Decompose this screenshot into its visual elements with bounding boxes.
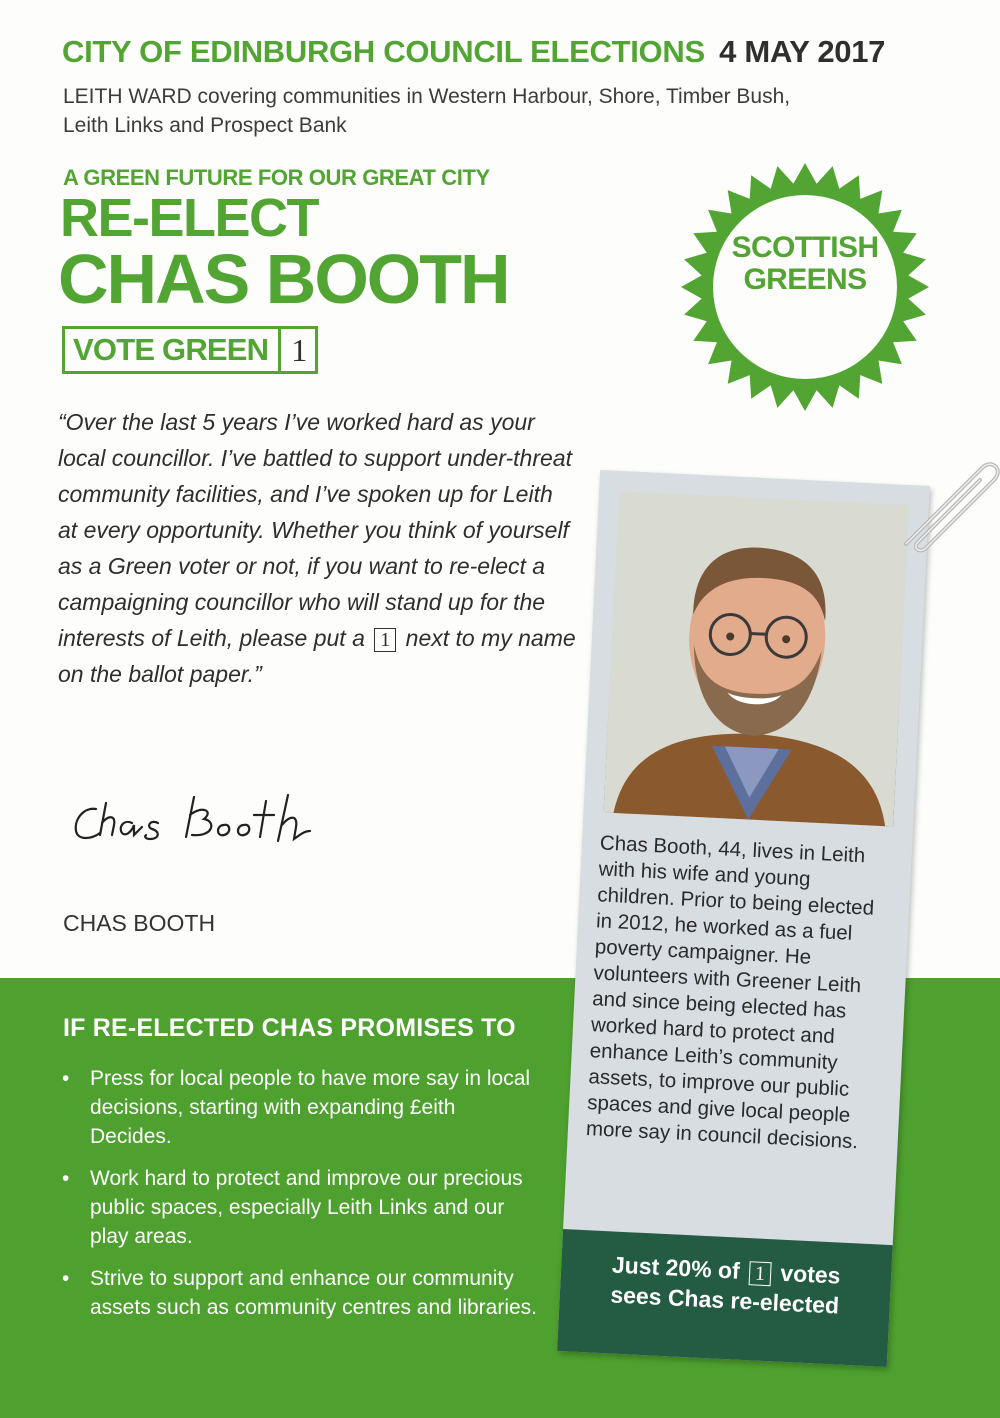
reelect-heading: RE-ELECT <box>60 188 318 248</box>
tagline: A GREEN FUTURE FOR OUR GREAT CITY <box>63 165 490 190</box>
candidate-photo <box>603 491 908 827</box>
promise-item <box>60 1164 540 1251</box>
promises-list <box>60 1064 540 1335</box>
votes-callout <box>559 1247 892 1323</box>
logo-line-2: GREENS <box>743 263 867 296</box>
callout-text-start: Just 20% of <box>611 1251 741 1284</box>
vote-green-box <box>62 326 318 374</box>
candidate-bio: Chas Booth, 44, lives in Leith with his wife and young children. Prior to being elected in 2012, he worked as a fuel poverty campaigner. He volunteers with Greener Leith and since being elected has worked hard to protect and enhance Leith’s community assets, to improve our public spaces and give local people more say in council decisions. <box>585 831 875 1154</box>
bullet-icon: • <box>62 1067 70 1090</box>
quote-box-number: 1 <box>374 628 396 652</box>
printed-name: CHAS BOOTH <box>63 910 216 936</box>
promise-item <box>60 1064 540 1151</box>
bullet-icon: • <box>62 1267 70 1290</box>
promise-text: Strive to support and enhance our community assets such as community centres and libraries. <box>90 1267 538 1319</box>
vote-green-label: VOTE GREEN <box>73 329 281 371</box>
callout-text-middle: votes <box>779 1259 842 1289</box>
candidate-quote <box>58 404 578 692</box>
handwritten-signature <box>66 785 336 855</box>
quote-text-start: “Over the last 5 years I’ve worked hard as your local councillor. I’ve battled to support under-threat community facilities, and I’ve spoken up for Leith at every opportunity. Whether you think of yourself as a Green voter or not, if you want to re-elect a campaigning councillor who will stand up for the interests of Leith, please put a <box>58 409 572 651</box>
ward-description: LEITH WARD covering communities in Western Harbour, Shore, Timber Bush, Leith Links and Prospect Bank <box>63 85 791 137</box>
election-name: CITY OF EDINBURGH COUNCIL ELECTIONS <box>62 34 705 69</box>
promise-text: Work hard to protect and improve our precious public spaces, especially Leith Links and our play areas. <box>90 1167 523 1248</box>
promise-text: Press for local people to have more say in local decisions, starting with expanding £eith Decides. <box>90 1067 531 1148</box>
election-title <box>62 34 885 70</box>
bullet-icon: • <box>62 1167 70 1190</box>
logo-line-1: SCOTTISH <box>731 231 879 264</box>
callout-text-end: sees Chas re-elected <box>609 1281 840 1319</box>
vote-number: 1 <box>291 332 308 368</box>
card-footer <box>557 1229 893 1367</box>
promises-title: IF RE-ELECTED CHAS PROMISES TO <box>63 1014 516 1042</box>
paperclip-icon <box>890 452 1000 572</box>
card-background <box>557 470 930 1367</box>
quote-text-end: next to my name on the ballot paper.” <box>58 625 576 687</box>
candidate-card <box>557 470 930 1367</box>
scottish-greens-logo-text <box>680 232 930 296</box>
portrait-illustration <box>603 491 908 827</box>
promise-item <box>60 1264 540 1322</box>
callout-box-number: 1 <box>748 1261 771 1286</box>
election-date: 4 MAY 2017 <box>719 34 886 69</box>
candidate-name-heading: CHAS BOOTH <box>58 240 509 318</box>
